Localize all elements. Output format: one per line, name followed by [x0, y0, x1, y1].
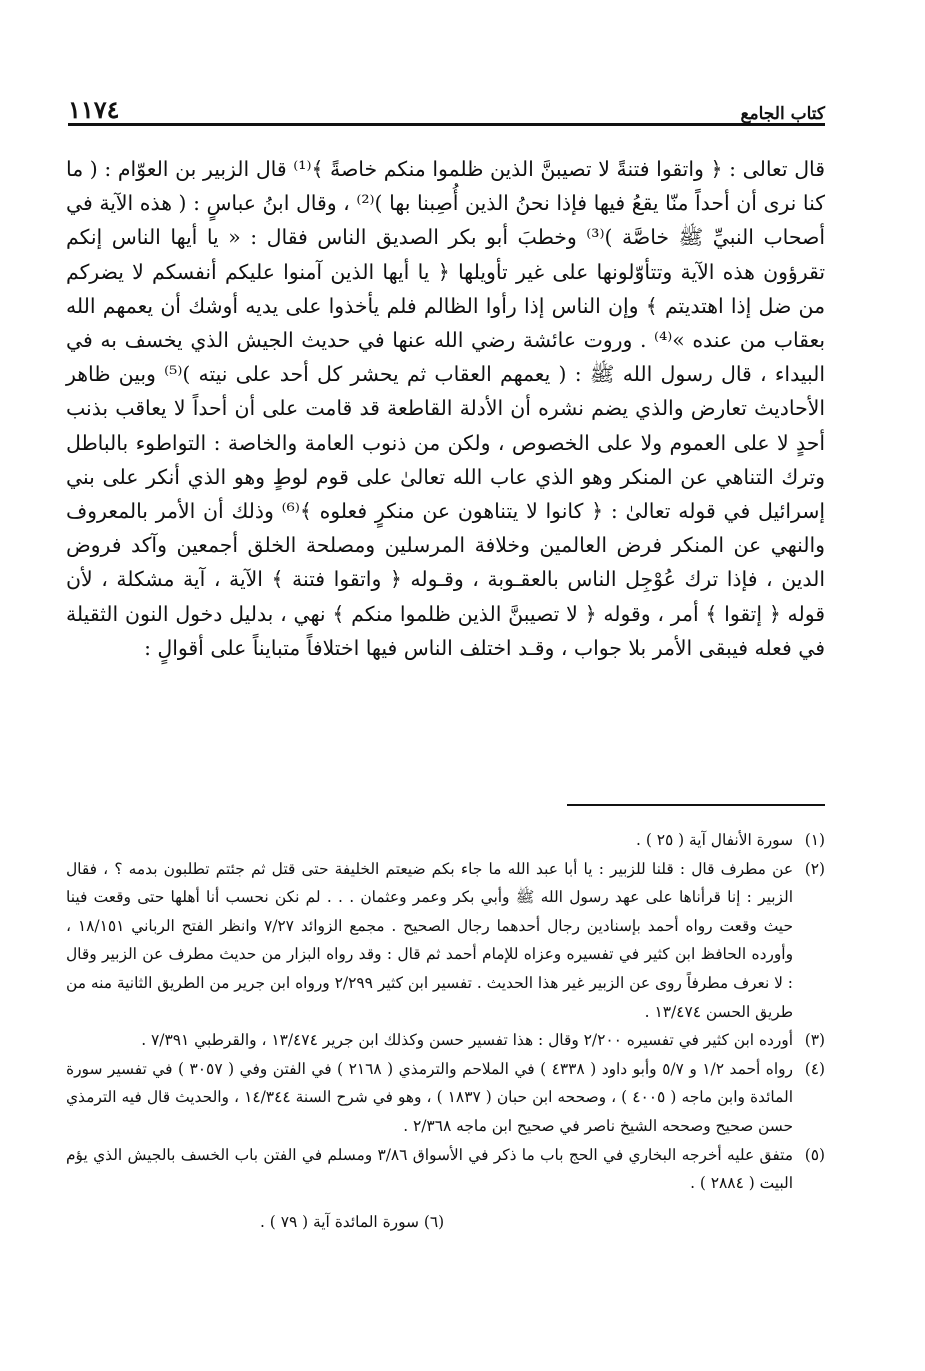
footnote-number: (٢) — [804, 859, 825, 878]
footnote-5 — [66, 1141, 825, 1198]
header-rule — [68, 123, 825, 126]
footnotes — [66, 826, 825, 1198]
footnote-text: أورده ابن كثير في تفسيره ٢/٢٠٠ وقال : هذا تفسير حسن وكذلك ابن جرير ١٣/٤٧٤ ، والقرطبي ٧/٣٩١ . — [141, 1031, 793, 1050]
page-header — [68, 88, 825, 124]
footnote-number: (٤) — [804, 1059, 825, 1078]
footnote-number: (٥) — [804, 1145, 825, 1164]
footnote-separator — [567, 804, 825, 806]
footnote-number: (٣) — [804, 1031, 825, 1050]
footnote-4 — [66, 1055, 825, 1141]
page-number: ١١٧٤ — [68, 95, 120, 124]
footnote-2 — [66, 855, 825, 1027]
footnote-3 — [66, 1026, 825, 1055]
footnote-text: رواه أحمد ١/٢ و ٥/٧ وأبو داود ( ٤٣٣٨ ) في الملاحم والترمذي ( ٢١٦٨ ) في الفتن وفي ( ٣٠٥٧ ) في تفسير سورة المائدة وابن ماجه ( ٤٠٠٥ ) ، وصححه ابن حبان ( ١٨٣٧ ) ، وهو في شرح السنة ١٤/٣٤٤ ، والحديث قال فيه الترمذي حسن صحيح وصححه الشيخ ناصر في صحيح ابن ماجه ٢/٣٦٨ . — [66, 1059, 793, 1135]
footnote-6: (٦) سورة المائدة آية ( ٧٩ ) . — [260, 1213, 445, 1231]
running-title: كتاب الجامع — [740, 104, 825, 124]
footnote-text: متفق عليه أخرجه البخاري في الحج باب ما ذكر في الأسواق ٣/٨٦ ومسلم في الفتن باب الخسف بالجيش الذي يؤم البيت ( ٢٨٨٤ ) . — [66, 1145, 793, 1193]
main-paragraph: قال تعالى : ﴿ واتقوا فتنةً لا تصيبنَّ الذين ظلموا منكم خاصةً ﴾⁽¹⁾ قال الزبير بن العوّام : ( ما كنا نرى أن أحداً منّا يقعُ فيها فإذا نحنُ الذين أُصِبنا بها )⁽²⁾ ، وقال ابنُ عباسٍ : ( هذه الآية في أصحاب النبيِّ ﷺ خاصَّة )⁽³⁾ وخطبَ أبو بكر الصديق الناس فقال : « يا أيها الناس إنكم تقرؤون هذه الآية وتتأوّلونها على غير تأويلها ﴿ يا أيها الذين آمنوا عليكم أنفسكم لا يضركم من ضل إذا اهتديتم ﴾ وإن الناس إذا رأوا الظالم فلم يأخذوا على يديه أوشك أن يعمهم الله بعقاب من عنده »⁽⁴⁾ . وروت عائشة رضي الله عنها في حديث الجيش الذي يخسف به في البيداء ، قال رسول الله ﷺ : ( يعمهم العقاب ثم يحشر كل أحد على نيته )⁽⁵⁾ وبين ظاهر الأحاديث تعارض والذي يضم نشره أن الأدلة القاطعة قد قامت على أن أحداً لا يعاقب بذنب أحدٍ لا على العموم ولا على الخصوص ، ولكن من ذنوب العامة والخاصة : التواطوء بالباطل وترك التناهي عن المنكر وهو الذي عاب الله تعالىٰ على قوم لوطٍ وهو الذي أنكر على بني إسرائيل في قوله تعالىٰ : ﴿ كانوا لا يتناهون عن منكرٍ فعلوه ﴾⁽⁶⁾ وذلك أن الأمر بالمعروف والنهي عن المنكر فرض العالمين وخلافة المرسلين ومصلحة الخلق أجمعين وآكد فروض الدين ، فإذا ترك عُوْجِل الناس بالعقـوبة ، وقـوله ﴿ واتقوا فتنة ﴾ الآية ، آية مشكلة ، لأن قوله ﴿ إتقوا ﴾ أمر ، وقوله ﴿ لا تصيبنَّ الذين ظلموا منكم ﴾ نهي ، بدليل دخول النون الثقيلة في فعله فيبقى الأمر بلا جواب ، وقـد اختلف الناس فيها اختلافاً متبايناً على أقوالٍ : — [66, 157, 826, 660]
footnote-1 — [66, 826, 825, 855]
footnote-text: عن مطرف قال : قلنا للزبير : يا أبا عبد الله ما جاء بكم ضيعتم الخليفة حتى قتل ثم جئتم تطلبون بدمه ؟ ، فقال الزبير : إنا قرأناها على عهد رسول الله ﷺ وأبي بكر وعمر وعثمان . . . لم نكن نحسب أنا أهلها حتى وقعت فينا حيث وقعت رواه أحمد بإسنادين رجال أحدهما رجال الصحيح . مجمع الزوائد ٧/٢٧ وانظر الفتح الرباني ١٨/١٥١ ، وأورده الحافظ ابن كثير في تفسيره وعزاه للإمام أحمد ثم قال : وقد رواه البزار من حديث مطرف عن الزبير وقال : لا نعرف مطرفاً روى عن الزبير غير هذا الحديث . تفسير ابن كثير ٢/٢٩٩ ورواه ابن جرير من الطريق الثانية منه من طريق الحسن ١٣/٤٧٤ . — [66, 859, 793, 1021]
footnote-text: سورة الأنفال آية ( ٢٥ ) . — [636, 831, 793, 849]
main-text — [66, 152, 825, 665]
footnote-number: (١) — [804, 831, 825, 849]
